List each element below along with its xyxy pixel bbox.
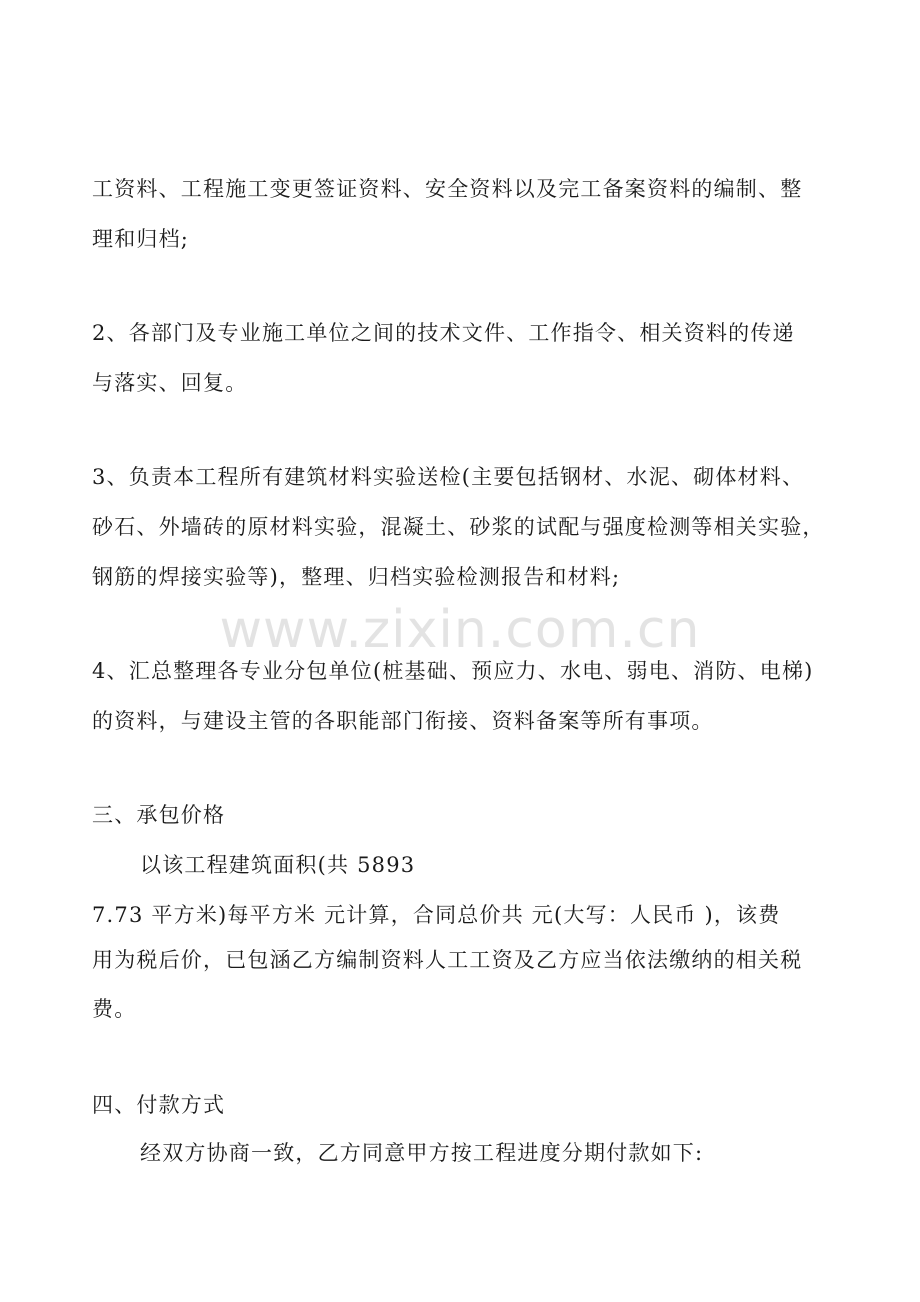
- item-4-line-1: 4、汇总整理各专业分包单位(桩基础、预应力、水电、弱电、消防、电梯): [92, 659, 814, 683]
- item-3-line-3: 钢筋的焊接实验等)，整理、归档实验检测报告和材料;: [92, 565, 621, 589]
- price-line-1: 以该工程建筑面积(共 5893: [140, 853, 416, 877]
- item-4-line-2: 的资料，与建设主管的各职能部门衔接、资料备案等所有事项。: [92, 709, 714, 733]
- section-heading-price: 三、承包价格: [92, 803, 226, 827]
- price-line-2: 7.73 平方米)每平方米 元计算，合同总价共 元(大写：人民币 )，该费: [92, 903, 781, 927]
- watermark: www.zixin.com.cn: [219, 600, 701, 660]
- item-2-line-1: 2、各部门及专业施工单位之间的技术文件、工作指令、相关资料的传递: [92, 321, 795, 345]
- item-2-line-2: 与落实、回复。: [92, 371, 248, 395]
- text-line-2: 理和归档;: [92, 227, 190, 251]
- text-line-1: 工资料、工程施工变更签证资料、安全资料以及完工备案资料的编制、整: [92, 177, 803, 201]
- price-line-4: 费。: [92, 997, 137, 1021]
- section-heading-payment: 四、付款方式: [92, 1093, 226, 1117]
- item-3-line-2: 砂石、外墙砖的原材料实验，混凝土、砂浆的试配与强度检测等相关实验，: [92, 515, 825, 539]
- payment-line-1: 经双方协商一致，乙方同意甲方按工程进度分期付款如下:: [140, 1141, 704, 1165]
- item-3-line-1: 3、负责本工程所有建筑材料实验送检(主要包括钢材、水泥、砌体材料、: [92, 465, 805, 489]
- price-line-3: 用为税后价，已包涵乙方编制资料人工工资及乙方应当依法缴纳的相关税: [92, 948, 803, 972]
